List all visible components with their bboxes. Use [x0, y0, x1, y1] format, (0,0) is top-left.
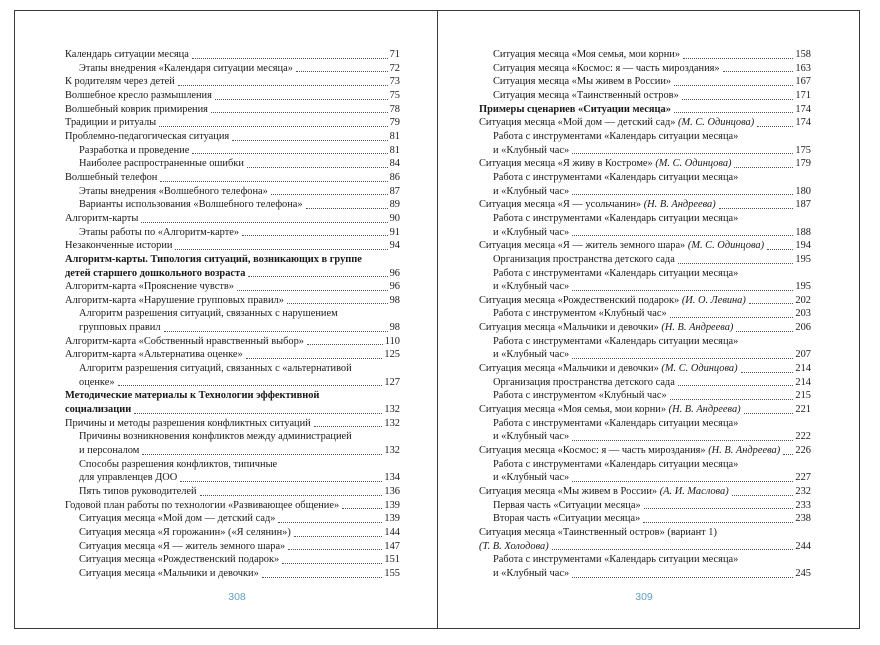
toc-page-number: 245 — [795, 567, 811, 579]
toc-page-number: 215 — [795, 390, 811, 402]
toc-page-number: 238 — [795, 513, 811, 525]
toc-entry — [479, 321, 811, 335]
toc-entry — [479, 171, 811, 198]
toc-leader-dots — [180, 480, 382, 482]
toc-entry-title: К родителям через детей — [65, 76, 175, 88]
toc-page-number: 214 — [795, 376, 811, 388]
toc-entry-title: Ситуация месяца «Космос: я — часть мироздания» (Н. В. Андреева) — [479, 445, 781, 457]
toc-entry — [65, 348, 400, 362]
toc-page-number: 151 — [384, 554, 400, 566]
left-page-toc — [65, 48, 400, 581]
toc-page-number: 174 — [795, 103, 811, 115]
toc-entry — [65, 294, 400, 308]
toc-entry — [65, 389, 400, 416]
toc-entry-title: Этапы внедрения «Волшебного телефона» — [79, 185, 268, 197]
toc-entry — [65, 417, 400, 431]
toc-entry — [479, 116, 811, 130]
toc-leader-dots — [262, 576, 383, 578]
toc-entry-title: Алгоритм разрешения ситуаций, связанных с нарушением — [79, 308, 338, 320]
toc-entry — [65, 130, 400, 144]
toc-entry — [65, 526, 400, 540]
toc-entry-title: Этапы внедрения «Календаря ситуации месяца» — [79, 62, 293, 74]
toc-entry-author: (М. С. Одинцова) — [678, 117, 755, 129]
toc-page-number: 139 — [384, 513, 400, 525]
toc-leader-dots — [314, 425, 383, 427]
toc-leader-dots — [278, 521, 382, 523]
toc-page-number: 136 — [384, 486, 400, 497]
toc-entry-title: Ситуация месяца «Космос: я — часть мироздания» — [493, 62, 720, 74]
right-page-toc — [479, 48, 811, 581]
toc-page-number: 179 — [795, 158, 811, 170]
toc-entry — [65, 280, 400, 294]
toc-leader-dots — [141, 221, 387, 223]
toc-entry-title: групповых правил — [79, 322, 161, 334]
toc-entry — [65, 89, 400, 103]
toc-page-number: 221 — [795, 404, 811, 416]
toc-entry — [479, 253, 811, 267]
toc-entry-title: социализации — [65, 404, 132, 416]
toc-entry-last-line — [493, 185, 811, 199]
toc-page-number: 163 — [795, 62, 811, 74]
toc-entry-title: и «Клубный час» — [493, 349, 570, 361]
toc-entry — [65, 362, 400, 389]
toc-leader-dots — [670, 398, 794, 400]
toc-entry-title: оценке» — [79, 376, 115, 388]
toc-entry-last-line — [65, 403, 400, 417]
toc-entry — [65, 62, 400, 76]
toc-page-number: 214 — [795, 363, 811, 375]
toc-leader-dots — [674, 111, 794, 113]
toc-entry — [479, 485, 811, 499]
toc-entry-title: Ситуация месяца «Рождественский подарок» (И. О. Левина) — [479, 294, 746, 306]
toc-leader-dots — [723, 70, 794, 72]
toc-entry-title: Работа с инструментами «Календарь ситуации месяца» — [493, 554, 739, 566]
toc-entry-title: Традиции и ритуалы — [65, 117, 157, 129]
toc-page-number: 194 — [795, 240, 811, 252]
toc-entry-title: Ситуация месяца «Моя семья, мои корни» (Н. В. Андреева) — [479, 404, 741, 416]
toc-page-number: 244 — [795, 540, 811, 552]
toc-entry-title: и «Клубный час» — [493, 431, 570, 443]
toc-entry-author: (Н. В. Андреева) — [708, 445, 781, 457]
toc-entry-last-line — [65, 267, 400, 281]
toc-page-number: 72 — [389, 62, 400, 74]
toc-entry-title: (Т. В. Холодова) — [479, 540, 549, 552]
toc-entry-title: и «Клубный час» — [493, 144, 570, 156]
toc-entry-title: Ситуация месяца «Мы живем в России» (А. И. Маслова) — [479, 486, 729, 497]
toc-page-number: 134 — [384, 472, 400, 484]
toc-entry-author: (М. С. Одинцова) — [655, 158, 732, 170]
toc-entry — [479, 103, 811, 117]
toc-entry — [65, 430, 400, 457]
toc-page-number: 84 — [389, 158, 400, 170]
toc-leader-dots — [211, 111, 388, 113]
toc-entry-title: Алгоритм разрешения ситуаций, связанных с «альтернативой — [79, 363, 352, 375]
toc-entry — [479, 239, 811, 253]
toc-leader-dots — [237, 289, 388, 291]
toc-entry — [479, 376, 811, 390]
toc-page-number: 195 — [795, 253, 811, 265]
toc-entry — [65, 335, 400, 349]
toc-entry-title: Календарь ситуации месяца — [65, 49, 189, 60]
toc-entry-author: (А. И. Маслова) — [659, 486, 729, 497]
toc-leader-dots — [306, 207, 388, 209]
toc-entry-title: Ситуация месяца «Я горожанин» («Я селянин») — [79, 526, 291, 538]
toc-entry-title: Ситуация месяца «Я — усольчанин» (Н. В. Андреева) — [479, 199, 716, 211]
toc-leader-dots — [757, 125, 793, 127]
toc-page-number: 147 — [384, 540, 400, 552]
page-number-left: 308 — [228, 591, 246, 603]
toc-entry — [65, 226, 400, 240]
toc-page-number: 96 — [389, 267, 400, 279]
toc-entry-last-line — [79, 321, 400, 335]
toc-page-number: 110 — [384, 335, 400, 347]
toc-page-number: 139 — [384, 499, 400, 511]
toc-entry-title: Ситуация месяца «Таинственный остров» — [493, 89, 679, 101]
toc-leader-dots — [719, 207, 794, 209]
toc-entry-title: Работа с инструментами «Календарь ситуации месяца» — [493, 212, 739, 224]
toc-page-number: 73 — [389, 76, 400, 88]
toc-page-number: 158 — [795, 49, 811, 60]
toc-entry-title: Ситуация месяца «Таинственный остров» (вариант 1) — [479, 526, 717, 538]
toc-page-number: 187 — [795, 199, 811, 211]
toc-leader-dots — [644, 507, 794, 509]
toc-leader-dots — [232, 139, 387, 141]
toc-entry-title: Первая часть «Ситуации месяца» — [493, 499, 641, 511]
toc-entry — [65, 171, 400, 185]
toc-entry-title: Проблемно-педагогическая ситуация — [65, 130, 230, 142]
toc-entry — [65, 198, 400, 212]
toc-leader-dots — [296, 70, 388, 72]
toc-entry-last-line — [79, 444, 400, 458]
toc-page-number: 180 — [795, 185, 811, 197]
toc-leader-dots — [342, 507, 382, 509]
toc-page-number: 202 — [795, 294, 811, 306]
toc-entry-title: Незаконченные истории — [65, 240, 173, 252]
toc-entry-title: Волшебный коврик примирения — [65, 103, 208, 115]
toc-entry — [479, 417, 811, 444]
toc-entry-last-line — [493, 567, 811, 581]
toc-entry — [479, 512, 811, 526]
toc-entry-title: Работа с инструментами «Календарь ситуации месяца» — [493, 417, 739, 429]
toc-entry-last-line — [493, 144, 811, 158]
toc-entry — [479, 403, 811, 417]
toc-entry-last-line — [493, 471, 811, 485]
toc-page-number: 90 — [389, 212, 400, 224]
toc-page-number: 203 — [795, 308, 811, 320]
toc-entry-title: Причины и методы разрешения конфликтных ситуаций — [65, 417, 311, 429]
toc-leader-dots — [287, 302, 388, 304]
toc-page-number: 188 — [795, 226, 811, 238]
toc-entry-title: Ситуация месяца «Мальчики и девочки» (М. С. Одинцова) — [479, 363, 738, 375]
toc-page-number: 81 — [389, 144, 400, 156]
toc-leader-dots — [160, 180, 387, 182]
toc-entry — [65, 103, 400, 117]
toc-entry — [65, 212, 400, 226]
toc-entry-title: и «Клубный час» — [493, 185, 570, 197]
toc-leader-dots — [736, 330, 793, 332]
toc-page-number: 71 — [389, 49, 400, 60]
toc-page-number: 195 — [795, 281, 811, 293]
toc-page-number: 98 — [389, 294, 400, 306]
toc-entry-title: Способы разрешения конфликтов, типичные — [79, 458, 278, 470]
toc-entry — [479, 89, 811, 103]
toc-entry — [479, 335, 811, 362]
toc-leader-dots — [783, 453, 793, 455]
toc-page-number: 78 — [389, 103, 400, 115]
toc-entry — [65, 144, 400, 158]
toc-entry — [479, 267, 811, 294]
toc-leader-dots — [134, 412, 382, 414]
toc-leader-dots — [247, 166, 388, 168]
toc-leader-dots — [572, 357, 793, 359]
toc-entry-author: (Н. В. Андреева) — [668, 404, 741, 416]
toc-page-number: 171 — [795, 89, 811, 101]
toc-leader-dots — [248, 275, 387, 277]
toc-entry-title: Алгоритм-карты — [65, 212, 139, 224]
toc-entry — [479, 62, 811, 76]
toc-entry-title: Работа с инструментами «Календарь ситуации месяца» — [493, 267, 739, 279]
toc-leader-dots — [164, 330, 388, 332]
toc-page-number: 155 — [384, 567, 400, 579]
toc-leader-dots — [246, 357, 383, 359]
toc-page-number: 132 — [384, 445, 400, 457]
toc-entry-title: Работа с инструментами «Календарь ситуации месяца» — [493, 335, 739, 347]
toc-page-number: 207 — [795, 349, 811, 361]
toc-leader-dots — [744, 412, 794, 414]
toc-leader-dots — [552, 548, 794, 550]
toc-leader-dots — [678, 384, 794, 386]
toc-leader-dots — [734, 166, 793, 168]
toc-leader-dots — [741, 371, 794, 373]
toc-entry — [479, 130, 811, 157]
toc-entry — [65, 253, 400, 280]
toc-entry — [479, 362, 811, 376]
toc-leader-dots — [118, 384, 383, 386]
toc-entry-title: Ситуация месяца «Рождественский подарок» — [79, 554, 280, 566]
toc-page-number: 96 — [389, 281, 400, 293]
toc-entry-title: Волшебный телефон — [65, 171, 158, 183]
toc-entry-title: Алгоритм-карта «Собственный нравственный выбор» — [65, 335, 304, 347]
toc-entry-title: Ситуация месяца «Я — житель земного шара» (М. С. Одинцова) — [479, 240, 765, 252]
toc-entry-last-line — [493, 280, 811, 294]
toc-leader-dots — [307, 343, 383, 345]
toc-page-number: 232 — [795, 486, 811, 497]
toc-page-number: 127 — [384, 376, 400, 388]
toc-entry-author: (М. С. Одинцова) — [687, 240, 765, 252]
toc-entry-author: (Н. В. Андреева) — [661, 322, 734, 334]
toc-entry-title: Этапы работы по «Алгоритм-карте» — [79, 226, 240, 238]
toc-leader-dots — [288, 548, 382, 550]
toc-entry-title: Разработка и проведение — [79, 144, 190, 156]
toc-entry — [479, 526, 811, 553]
toc-entry-title: Ситуация месяца «Моя семья, мои корни» — [493, 49, 681, 60]
toc-entry — [479, 458, 811, 485]
toc-entry-title: и «Клубный час» — [493, 472, 570, 484]
toc-page-number: 75 — [389, 89, 400, 101]
toc-leader-dots — [282, 562, 382, 564]
toc-page-number: 94 — [389, 240, 400, 252]
toc-entry-title: Алгоритм-карта «Альтернатива оценке» — [65, 349, 243, 361]
toc-entry-title: Методические материалы к Технологии эффективной — [65, 390, 320, 402]
toc-entry-title: Примеры сценариев «Ситуации месяца» — [479, 103, 671, 115]
toc-entry-title: Ситуация месяца «Мальчики и девочки» — [79, 567, 259, 579]
toc-entry — [65, 567, 400, 581]
toc-entry — [479, 444, 811, 458]
toc-entry-last-line — [493, 430, 811, 444]
toc-entry-last-line — [493, 226, 811, 240]
toc-entry — [479, 389, 811, 403]
toc-entry-last-line — [493, 348, 811, 362]
toc-entry-title: детей старшего дошкольного возраста — [65, 267, 246, 279]
spine-divider — [437, 10, 438, 629]
toc-entry-title: и «Клубный час» — [493, 226, 570, 238]
toc-page-number: 233 — [795, 499, 811, 511]
toc-entry — [479, 48, 811, 62]
toc-leader-dots — [682, 98, 794, 100]
toc-entry — [479, 157, 811, 171]
toc-leader-dots — [572, 152, 793, 154]
toc-leader-dots — [192, 57, 388, 59]
toc-entry-title: и «Клубный час» — [493, 567, 570, 579]
toc-entry-title: Работа с инструментами «Календарь ситуации месяца» — [493, 130, 739, 142]
toc-leader-dots — [271, 193, 388, 195]
toc-entry-title: Алгоритм-карта «Прояснение чувств» — [65, 281, 234, 293]
toc-entry — [65, 307, 400, 334]
toc-entry-title: Годовой план работы по технологии «Развивающее общение» — [65, 499, 340, 511]
toc-entry-title: Ситуация месяца «Я живу в Костроме» (М. С. Одинцова) — [479, 158, 732, 170]
toc-leader-dots — [572, 289, 793, 291]
toc-entry — [65, 485, 400, 499]
toc-page-number: 98 — [389, 322, 400, 334]
toc-entry-title: и персоналом — [79, 445, 140, 457]
toc-page-number: 132 — [384, 404, 400, 416]
toc-entry — [479, 307, 811, 321]
toc-entry-title: Ситуация месяца «Я — житель земного шара» — [79, 540, 286, 552]
toc-leader-dots — [572, 439, 793, 441]
toc-entry-last-line — [79, 376, 400, 390]
toc-entry — [65, 499, 400, 513]
toc-entry-title: Наиболее распространенные ошибки — [79, 158, 244, 170]
toc-leader-dots — [767, 248, 793, 250]
toc-entry-title: и «Клубный час» — [493, 281, 570, 293]
toc-entry-author: (И. О. Левина) — [681, 294, 746, 306]
toc-leader-dots — [242, 234, 388, 236]
toc-entry — [65, 185, 400, 199]
toc-page-number: 175 — [795, 144, 811, 156]
toc-entry — [65, 512, 400, 526]
toc-leader-dots — [159, 125, 387, 127]
toc-page-number: 227 — [795, 472, 811, 484]
toc-leader-dots — [670, 316, 794, 318]
toc-leader-dots — [643, 521, 793, 523]
toc-leader-dots — [749, 302, 794, 304]
toc-entry — [65, 48, 400, 62]
toc-page-number: 125 — [384, 349, 400, 361]
toc-entry — [479, 198, 811, 212]
toc-leader-dots — [732, 494, 794, 496]
toc-page-number: 174 — [795, 117, 811, 129]
toc-entry-title: для управленцев ДОО — [79, 472, 178, 484]
toc-entry-title: Вторая часть «Ситуации месяца» — [493, 513, 641, 525]
toc-page-number: 79 — [389, 117, 400, 129]
toc-entry-title: Работа с инструментами «Календарь ситуации месяца» — [493, 171, 739, 183]
toc-leader-dots — [678, 262, 794, 264]
toc-entry — [65, 157, 400, 171]
toc-entry-title: Ситуация месяца «Мы живем в России» — [493, 76, 672, 88]
toc-entry — [479, 294, 811, 308]
toc-entry — [65, 540, 400, 554]
toc-page-number: 206 — [795, 322, 811, 334]
toc-entry-author: (М. С. Одинцова) — [661, 363, 738, 375]
toc-leader-dots — [178, 84, 388, 86]
toc-leader-dots — [572, 193, 793, 195]
toc-leader-dots — [572, 576, 793, 578]
toc-leader-dots — [175, 248, 387, 250]
toc-entry-title: Работа с инструментом «Клубный час» — [493, 308, 667, 320]
toc-leader-dots — [294, 535, 383, 537]
toc-entry — [479, 75, 811, 89]
toc-entry-title: Варианты использования «Волшебного телефона» — [79, 199, 303, 211]
toc-leader-dots — [572, 234, 793, 236]
toc-entry-title: Волшебное кресло размышления — [65, 89, 212, 101]
toc-entry-title: Алгоритм-карты. Типология ситуаций, возникающих в группе — [65, 253, 362, 265]
toc-leader-dots — [192, 152, 387, 154]
toc-entry — [65, 458, 400, 485]
toc-entry-title: Алгоритм-карта «Нарушение групповых правил» — [65, 294, 284, 306]
toc-leader-dots — [215, 98, 388, 100]
page-number-right: 309 — [635, 591, 653, 603]
toc-page-number: 132 — [384, 417, 400, 429]
toc-leader-dots — [674, 84, 793, 86]
toc-entry-last-line — [479, 540, 811, 554]
toc-entry — [479, 499, 811, 513]
toc-entry-title: Ситуация месяца «Мой дом — детский сад» — [79, 513, 276, 525]
toc-entry — [65, 75, 400, 89]
toc-leader-dots — [142, 453, 382, 455]
toc-page-number: 81 — [389, 130, 400, 142]
toc-entry-author: (Н. В. Андреева) — [643, 199, 716, 211]
toc-entry-title: Организация пространства детского сада — [493, 253, 675, 265]
toc-entry-title: Пять типов руководителей — [79, 486, 197, 497]
toc-entry-title: Работа с инструментом «Клубный час» — [493, 390, 667, 402]
toc-page-number: 222 — [795, 431, 811, 443]
toc-entry-title: Организация пространства детского сада — [493, 376, 675, 388]
toc-entry-title: Ситуация месяца «Мальчики и девочки» (Н. В. Андреева) — [479, 322, 734, 334]
toc-page-number: 226 — [795, 445, 811, 457]
toc-page-number: 167 — [795, 76, 811, 88]
toc-entry-title: Ситуация месяца «Мой дом — детский сад» (М. С. Одинцова) — [479, 117, 755, 129]
toc-page-number: 91 — [389, 226, 400, 238]
toc-entry — [65, 239, 400, 253]
toc-entry — [65, 553, 400, 567]
toc-list-right — [479, 48, 811, 581]
toc-leader-dots — [572, 480, 793, 482]
toc-entry-title: Причины возникновения конфликтов между администрацией — [79, 431, 352, 443]
toc-page-number: 89 — [389, 199, 400, 211]
toc-page-number: 86 — [389, 171, 400, 183]
toc-entry — [479, 212, 811, 239]
toc-entry — [65, 116, 400, 130]
toc-page-number: 87 — [389, 185, 400, 197]
toc-leader-dots — [683, 57, 793, 59]
toc-page-number: 144 — [384, 526, 400, 538]
toc-entry-last-line — [79, 471, 400, 485]
toc-entry — [479, 553, 811, 580]
toc-list-left — [65, 48, 400, 581]
toc-leader-dots — [200, 494, 383, 496]
toc-entry-title: Работа с инструментами «Календарь ситуации месяца» — [493, 458, 739, 470]
